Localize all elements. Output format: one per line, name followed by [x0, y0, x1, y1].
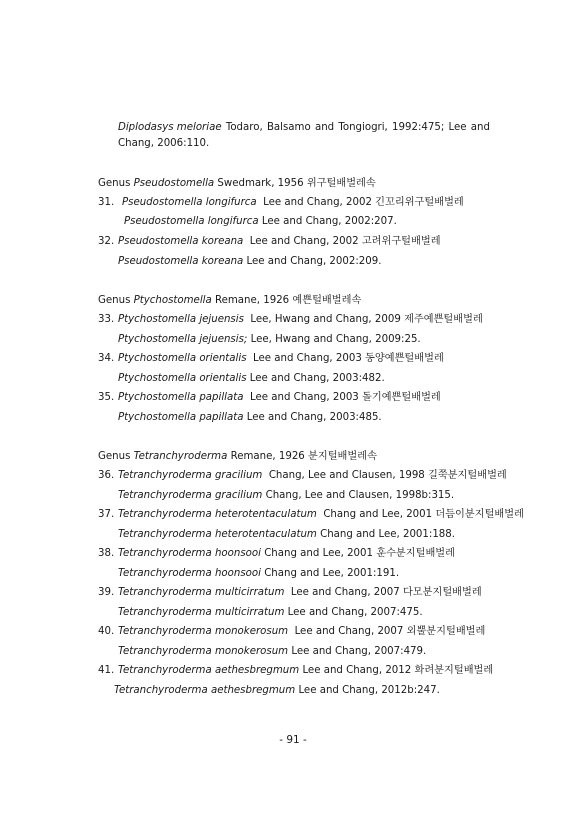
word: Todaro,: [225, 122, 263, 133]
species-citation: Tetranchyroderma heterotentaculatum Chang and Lee, 2001:188.: [118, 529, 456, 540]
species-entry: 32. Pseudostomella koreana Lee and Chang, 2002 고려위구털배벌레: [98, 236, 441, 247]
word: Balsamo: [266, 122, 311, 133]
species-entry: 36. Tetranchyroderma gracilium Chang, Lee and Clausen, 1998 길쭉분지털배벌레: [98, 470, 507, 481]
genus-heading: Genus Ptychostomella Remane, 1926 예쁜털배벌레속: [98, 295, 362, 306]
genus-heading: Genus Tetranchyroderma Remane, 1926 분지털배벌레속: [98, 451, 377, 462]
word: Lee: [448, 122, 467, 133]
page-number: - 91 -: [279, 734, 307, 746]
species-entry: 38. Tetranchyroderma hoonsooi Chang and Lee, 2001 훈수분지털배벌레: [98, 548, 455, 559]
entry-continuation-line: Chang, 2006:110.: [118, 138, 210, 149]
species-entry: 37. Tetranchyroderma heterotentaculatum Chang and Lee, 2001 더듬이분지털배벌레: [98, 509, 524, 520]
species-citation: Ptychostomella papillata Lee and Chang, 2003:485.: [118, 412, 382, 423]
species-entry: 40. Tetranchyroderma monokerosum Lee and Chang, 2007 외뿔분지털배벌레: [98, 626, 486, 637]
species-entry: 35. Ptychostomella papillata Lee and Chang, 2003 돌기예쁜털배벌레: [98, 392, 441, 403]
word: Diplodasys meloriae: [118, 122, 222, 133]
species-entry: 39. Tetranchyroderma multicirratum Lee and Chang, 2007 다모분지털배벌레: [98, 587, 482, 598]
word: and: [314, 122, 335, 133]
species-citation: Tetranchyroderma multicirratum Lee and Chang, 2007:475.: [118, 607, 423, 618]
species-citation: Ptychostomella jejuensis; Lee, Hwang and Chang, 2009:25.: [118, 334, 421, 345]
species-entry: 33. Ptychostomella jejuensis Lee, Hwang and Chang, 2009 제주예쁜털배벌레: [98, 314, 483, 325]
species-citation: Ptychostomella orientalis Lee and Chang, 2003:482.: [118, 373, 385, 384]
species-entry: 31. Pseudostomella longifurca Lee and Chang, 2002 긴꼬리위구털배벌레: [98, 197, 464, 208]
species-citation: Pseudostomella longifurca Lee and Chang, 2002:207.: [124, 216, 397, 227]
species-citation: Tetranchyroderma hoonsooi Chang and Lee, 2001:191.: [118, 568, 400, 579]
species-entry: 34. Ptychostomella orientalis Lee and Chang, 2003 동양예쁜털배벌레: [98, 353, 444, 364]
word: 1992:475;: [392, 122, 445, 133]
species-entry: 41. Tetranchyroderma aethesbregmum Lee and Chang, 2012 화려분지털배벌레: [98, 665, 494, 676]
word: and: [470, 122, 490, 133]
entry-continuation-line: [118, 121, 490, 134]
genus-heading: Genus Pseudostomella Swedmark, 1956 위구털배벌레속: [98, 178, 376, 189]
species-citation: Tetranchyroderma monokerosum Lee and Chang, 2007:479.: [118, 646, 427, 657]
word: Tongiogri,: [338, 122, 388, 133]
species-citation: Pseudostomella koreana Lee and Chang, 2002:209.: [118, 256, 382, 267]
species-citation: Tetranchyroderma gracilium Chang, Lee and Clausen, 1998b:315.: [118, 490, 455, 501]
species-citation: Tetranchyroderma aethesbregmum Lee and Chang, 2012b:247.: [114, 685, 440, 696]
